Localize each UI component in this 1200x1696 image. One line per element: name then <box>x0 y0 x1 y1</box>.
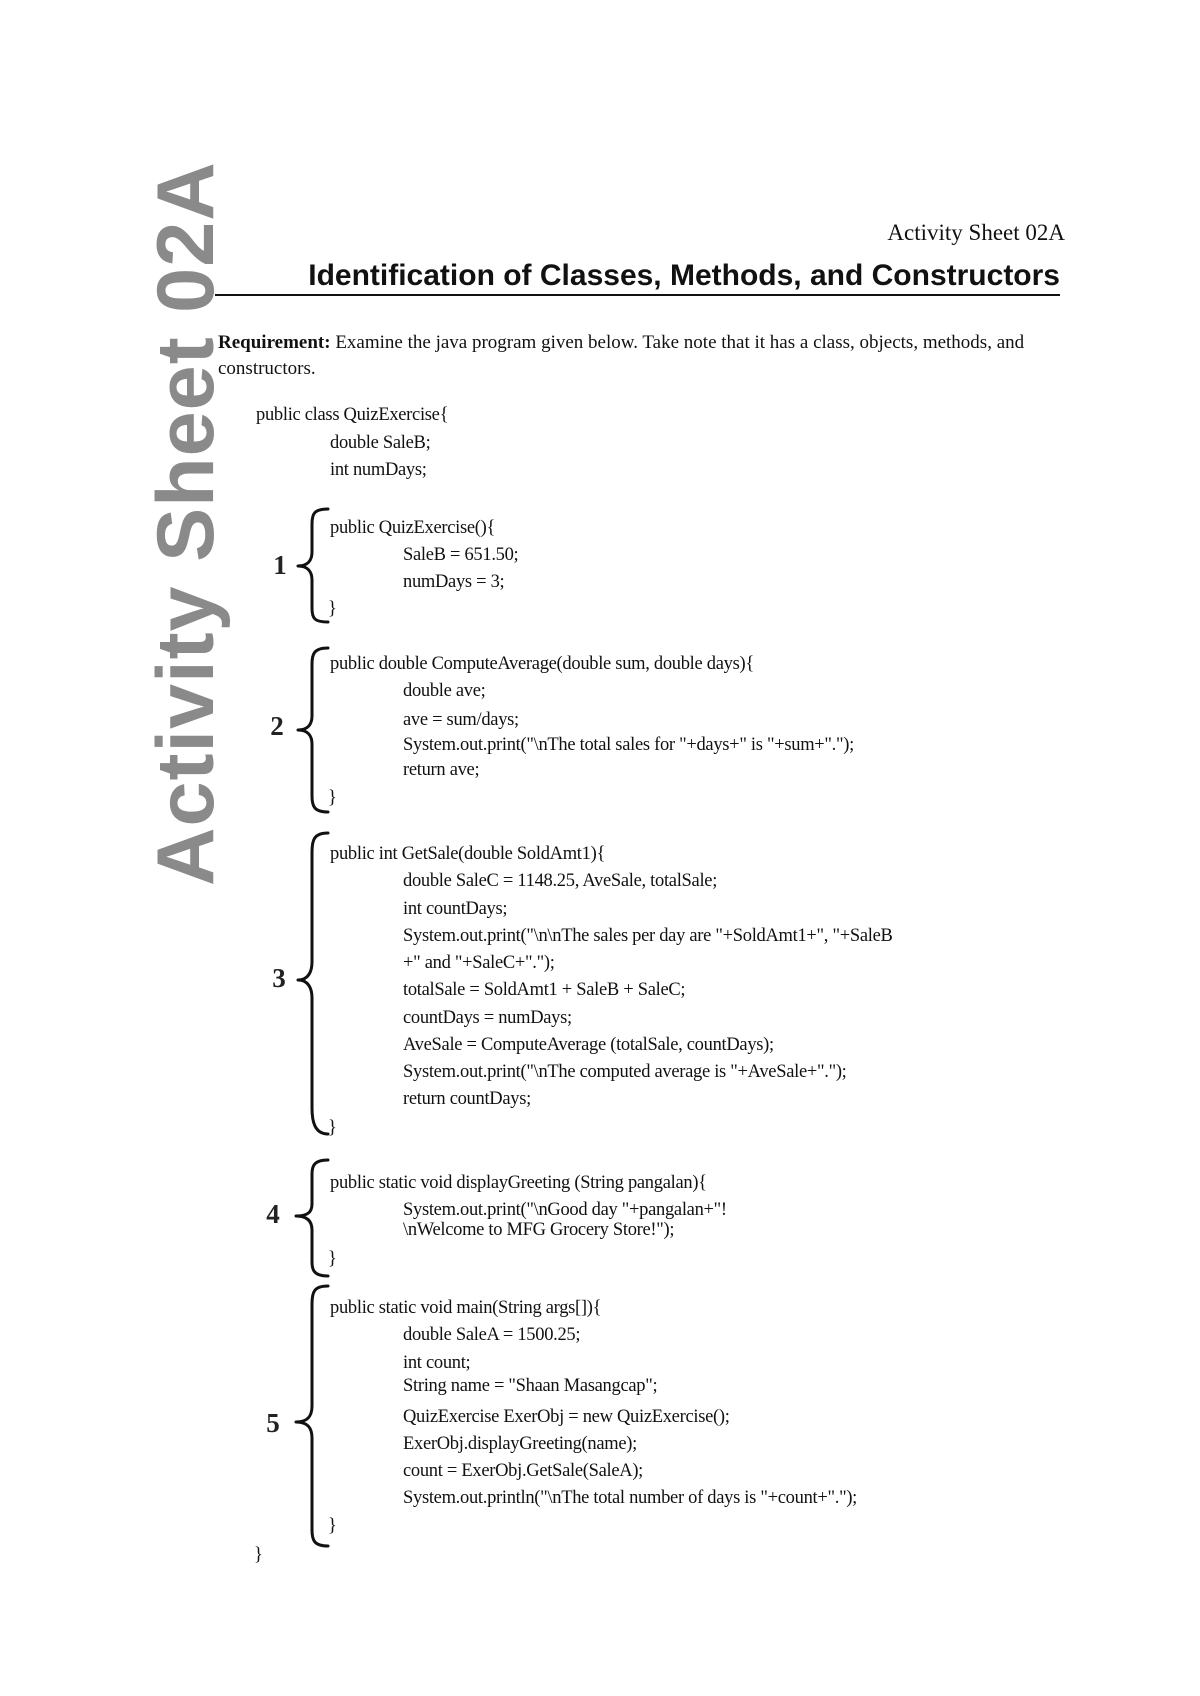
constructor-header: public QuizExercise(){ <box>330 518 496 538</box>
method-header: public static void displayGreeting (String pangalan){ <box>330 1173 707 1193</box>
code-line: count = ExerObj.GetSale(SaleA); <box>403 1461 644 1481</box>
code-line: return countDays; <box>403 1089 531 1109</box>
code-line: countDays = numDays; <box>403 1008 572 1028</box>
code-line: +" and "+SaleC+"."); <box>403 953 555 973</box>
code-line: System.out.print("\nThe computed average is "+AveSale+"."); <box>403 1062 847 1082</box>
page-title: Identification of Classes, Methods, and Constructors <box>215 259 1060 296</box>
code-line: double SaleA = 1500.25; <box>403 1325 581 1345</box>
code-line: numDays = 3; <box>403 572 505 592</box>
class-closing-brace: } <box>254 1545 263 1565</box>
method-header: public int GetSale(double SoldAmt1){ <box>330 844 606 864</box>
class-declaration: public class QuizExercise{ <box>256 405 449 425</box>
method-header: public double ComputeAverage(double sum, double days){ <box>330 654 754 674</box>
code-line: System.out.println("\nThe total number of days is "+count+"."); <box>403 1488 858 1508</box>
code-line: \nWelcome to MFG Grocery Store!"); <box>403 1220 675 1240</box>
block-number-2: 2 <box>270 711 284 741</box>
field-line: double SaleB; <box>330 433 431 453</box>
requirement-text: Examine the java program given below. Take note that it has a class, objects, methods, and constructors. <box>218 332 1025 379</box>
side-title: Activity Sheet 02A <box>141 161 231 886</box>
requirement-label: Requirement: <box>218 332 331 353</box>
closing-brace: } <box>328 1516 337 1536</box>
brace-block-2 <box>298 648 328 812</box>
closing-brace: } <box>328 1249 337 1269</box>
method-header: public static void main(String args[]){ <box>330 1298 602 1318</box>
block-number-1: 1 <box>273 550 287 580</box>
code-line: double ave; <box>403 681 486 701</box>
closing-brace: } <box>328 599 337 619</box>
code-line: int countDays; <box>403 899 508 919</box>
code-line: AveSale = ComputeAverage (totalSale, countDays); <box>403 1035 774 1055</box>
code-line: int count; <box>403 1353 471 1373</box>
field-line: int numDays; <box>330 460 427 480</box>
code-line: SaleB = 651.50; <box>403 545 519 565</box>
sheet-label: Activity Sheet 02A <box>887 220 1065 245</box>
code-line: double SaleC = 1148.25, AveSale, totalSale; <box>403 871 718 891</box>
block-number-5: 5 <box>266 1408 280 1438</box>
code-line: QuizExercise ExerObj = new QuizExercise(); <box>403 1407 730 1427</box>
closing-brace: } <box>328 1118 337 1138</box>
brace-block-4 <box>296 1160 328 1276</box>
code-line: System.out.print("\nThe total sales for "+days+" is "+sum+"."); <box>403 735 854 755</box>
block-number-4: 4 <box>266 1199 280 1229</box>
code-line: System.out.print("\nGood day "+pangalan+"! <box>403 1200 727 1220</box>
brace-block-5 <box>296 1286 328 1546</box>
brace-block-3 <box>298 833 328 1134</box>
code-line: ExerObj.displayGreeting(name); <box>403 1434 637 1454</box>
code-line: return ave; <box>403 760 480 780</box>
brace-block-1 <box>298 509 328 622</box>
code-line: System.out.print("\n\nThe sales per day are "+SoldAmt1+", "+SaleB <box>403 926 893 946</box>
code-line: totalSale = SoldAmt1 + SaleB + SaleC; <box>403 980 686 1000</box>
block-number-3: 3 <box>272 963 286 993</box>
code-line: String name = "Shaan Masangcap"; <box>403 1376 658 1396</box>
closing-brace: } <box>328 788 337 808</box>
code-line: ave = sum/days; <box>403 710 519 730</box>
